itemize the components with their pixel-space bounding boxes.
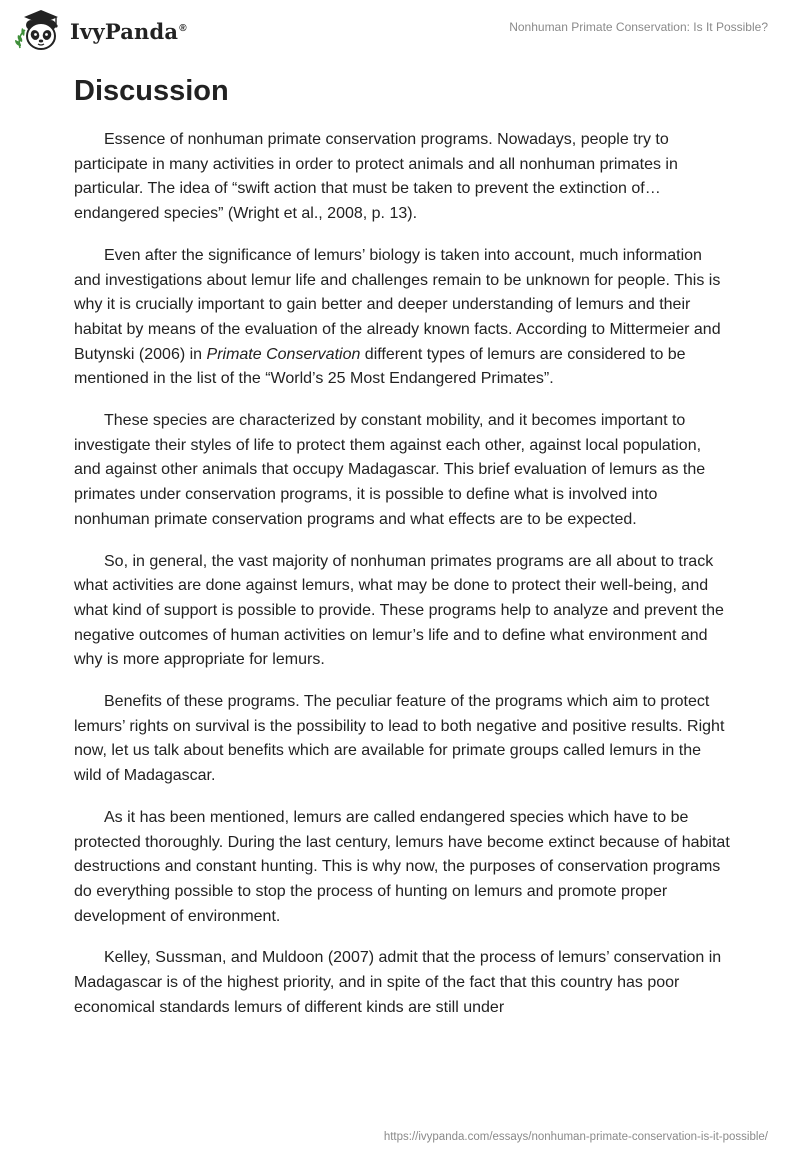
section-heading: Discussion bbox=[74, 75, 229, 107]
paragraph: Benefits of these programs. The peculiar feature of the programs which aim to protect lemurs’ rights on survival is the possibility to lead to both negative and positive results. Right now, let us talk about benefits which are available for primate groups called lemurs in the wild of Madagascar. bbox=[74, 693, 725, 785]
book-title-emphasis: Primate Conservation bbox=[206, 345, 361, 363]
paragraph: Kelley, Sussman, and Muldoon (2007) admit that the process of lemurs’ conservation in Madagascar is of the highest priority, and in spite of the fact that this country has poor economical standards lemurs of different kinds are still under bbox=[74, 949, 722, 1016]
panda-graduate-icon bbox=[14, 8, 66, 54]
brand-logo[interactable] bbox=[14, 8, 187, 54]
paragraph: As it has been mentioned, lemurs are called endangered species which have to be protected thoroughly. During the last century, lemurs have become extinct because of habitat destructions and constant hunting. This is why now, the purposes of conservation programs do everything possible to stop the process of hunting on lemurs and promote proper development of environment. bbox=[74, 808, 730, 925]
page-header bbox=[0, 0, 800, 60]
source-url[interactable]: https://ivypanda.com/essays/nonhuman-primate-conservation-is-it-possible/ bbox=[383, 1131, 768, 1143]
essay-body bbox=[74, 72, 730, 1038]
paragraph: Essence of nonhuman primate conservation programs. Nowadays, people try to participate in many activities in order to protect animals and all nonhuman primates in particular. The idea of “swift action that must be taken to prevent the extinction of… endangered species” (Wright et al., 2008, p. 13). bbox=[74, 131, 678, 223]
paragraph: These species are characterized by constant mobility, and it becomes important to investigate their styles of life to protect them against each other, against local population, and against other animals that occupy Madagascar. This brief evaluation of lemurs as the primates under conservation programs, it is possible to define what is involved into nonhuman primate conservation programs and what effects are to be expected. bbox=[74, 412, 706, 528]
brand-name: IvyPanda® bbox=[70, 18, 187, 44]
document-title: Nonhuman Primate Conservation: Is It Possible? bbox=[509, 20, 768, 34]
paragraph: So, in general, the vast majority of nonhuman primates programs are all about to track what activities are done against lemurs, what may be done to protect their well-being, and what kind of support is possible to provide. These programs help to analyze and prevent the negative outcomes of human activities on lemur’s life and to define what environment and why is more appropriate for lemurs. bbox=[74, 552, 724, 669]
paragraph: Even after the significance of lemurs’ biology is taken into account, much information and investigations about lemur life and challenges remain to be unknown for people. This is why it is crucially important to gain better and deeper understanding of lemurs and their habitat by means of the evaluation of the already known facts. According to Mittermeier and Butynski (2006) in Primate Conservation different types of lemurs are considered to be mentioned in the list of the “World’s 25 Most Endangered Primates”. bbox=[74, 246, 721, 388]
